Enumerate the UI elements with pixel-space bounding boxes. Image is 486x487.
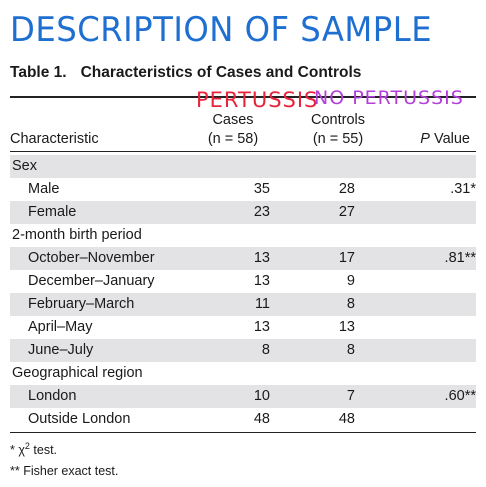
table-header-rule <box>10 151 476 152</box>
header-cases-label: Cases <box>212 112 254 128</box>
header-controls-n: (n = 55) <box>312 131 364 147</box>
row-controls: 8 <box>346 296 355 312</box>
row-cases: 13 <box>253 273 270 289</box>
row-p-value: .60** <box>444 388 476 404</box>
row-label: Outside London <box>28 411 131 427</box>
footnote-mark: * <box>10 443 19 458</box>
table-row <box>10 247 476 270</box>
table-caption <box>10 64 361 82</box>
table-group-row <box>10 362 476 385</box>
row-cases: 48 <box>253 411 270 427</box>
table-body <box>10 155 476 431</box>
header-characteristic: Characteristic <box>10 131 99 147</box>
row-controls: 27 <box>338 204 355 220</box>
header-controls <box>302 111 374 149</box>
row-label: Male <box>28 181 60 197</box>
row-cases: 23 <box>253 204 270 220</box>
row-cases: 8 <box>261 342 270 358</box>
table-row <box>10 339 476 362</box>
handwritten-title: DESCRIPTION OF SAMPLE <box>10 10 433 50</box>
handwritten-controls-note: NO PERTUSSIS <box>314 87 464 109</box>
footnote-sup: 2 <box>24 441 30 451</box>
table-bottom-rule <box>10 432 476 433</box>
row-label: October–November <box>28 250 155 266</box>
table-group-row <box>10 224 476 247</box>
row-label: London <box>28 388 77 404</box>
row-label: 2-month birth period <box>12 227 142 243</box>
header-p-value <box>400 130 470 149</box>
row-label: Sex <box>12 158 37 174</box>
table-row <box>10 201 476 224</box>
footnote-text: test. <box>29 443 58 458</box>
row-label: December–January <box>28 273 155 289</box>
row-label: April–May <box>28 319 93 335</box>
table-title: Characteristics of Cases and Controls <box>80 64 362 81</box>
table-row <box>10 385 476 408</box>
row-cases: 13 <box>253 319 270 335</box>
table-group-row <box>10 155 476 178</box>
row-cases: 11 <box>254 296 270 312</box>
row-controls: 17 <box>338 250 355 266</box>
row-cases: 13 <box>253 250 270 266</box>
header-cases-n: (n = 58) <box>207 131 259 147</box>
header-p-rest: Value <box>429 131 470 147</box>
row-cases: 35 <box>253 181 270 197</box>
footnote-chi: χ <box>18 443 25 458</box>
table-number: Table 1. <box>10 64 67 81</box>
table-row <box>10 270 476 293</box>
row-label: June–July <box>28 342 94 358</box>
row-label: February–March <box>28 296 135 312</box>
table-row <box>10 408 476 431</box>
row-label: Female <box>28 204 77 220</box>
handwritten-cases-note: PERTUSSIS <box>196 88 319 112</box>
footnote-fisher: ** Fisher exact test. <box>10 464 119 478</box>
row-p-value: .81** <box>444 250 476 266</box>
table-row <box>10 316 476 339</box>
row-controls: 48 <box>338 411 355 427</box>
table-row <box>10 293 476 316</box>
row-p-value: .31* <box>450 181 476 197</box>
row-controls: 28 <box>338 181 355 197</box>
row-label: Geographical region <box>12 365 143 381</box>
table-row <box>10 178 476 201</box>
footnote-chi-square <box>10 441 57 457</box>
row-controls: 9 <box>346 273 355 289</box>
row-controls: 13 <box>338 319 355 335</box>
header-controls-label: Controls <box>311 112 365 128</box>
row-controls: 8 <box>346 342 355 358</box>
header-cases <box>198 111 268 149</box>
row-controls: 7 <box>346 388 355 404</box>
row-cases: 10 <box>253 388 270 404</box>
header-p-italic: P <box>420 131 430 147</box>
